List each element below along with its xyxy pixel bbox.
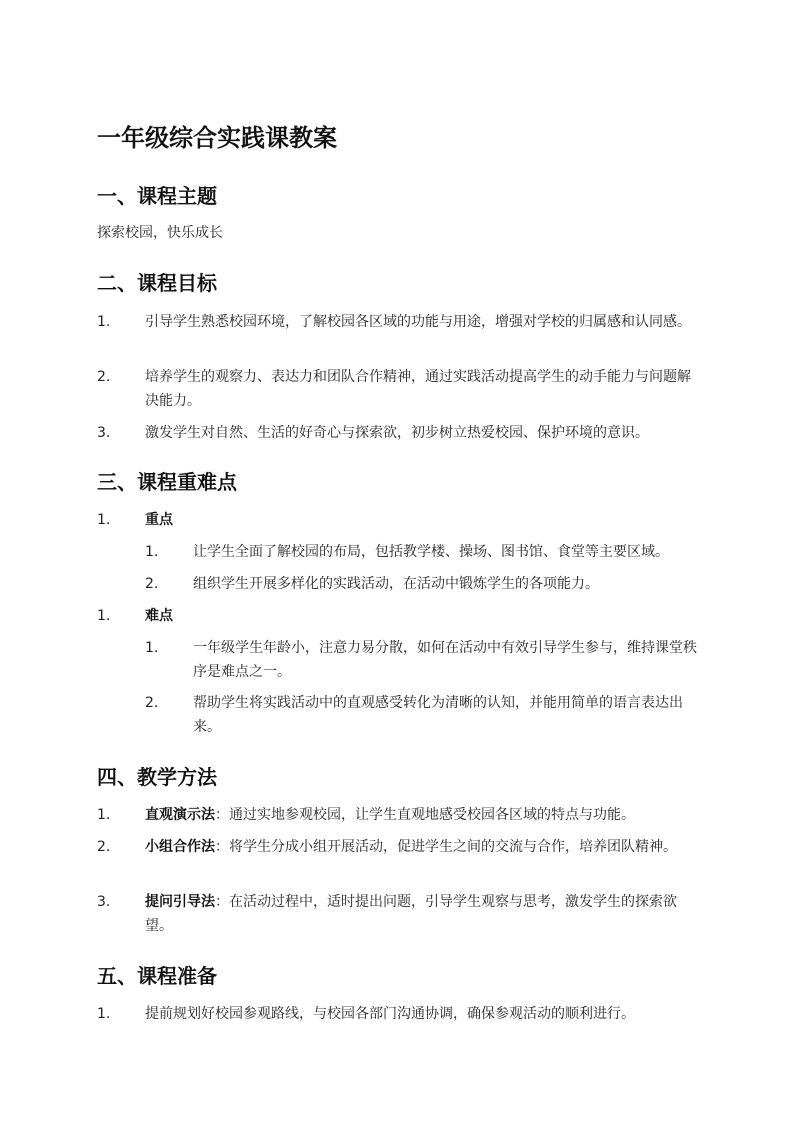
list-text: 组织学生开展多样化的实践活动，在活动中锻炼学生的各项能力。: [193, 576, 599, 592]
list-text: 帮助学生将实践活动中的直观感受转化为清晰的认知，并能用简单的语言表达出来。: [193, 695, 683, 735]
list-number: 1.: [97, 608, 111, 624]
list-text: ：将学生分成小组开展活动，促进学生之间的交流与合作，培养团队精神。: [215, 839, 677, 855]
list-text: 培养学生的观察力、表达力和团队合作精神，通过实践活动提高学生的动手能力与问题解决能力。: [145, 369, 691, 409]
list-number: 2.: [145, 576, 159, 592]
section-heading-key-points: 三、课程重难点: [97, 470, 237, 494]
list-text: 引导学生熟悉校园环境，了解校园各区域的功能与用途，增强对学校的归属感和认同感。: [145, 314, 691, 330]
list-number: 2.: [145, 695, 159, 711]
list-number: 3.: [97, 425, 111, 441]
list-text: 提前规划好校园参观路线，与校园各部门沟通协调，确保参观活动的顺利进行。: [145, 1006, 635, 1022]
list-number: 1.: [97, 807, 111, 823]
list-text: ：在活动过程中，适时提出问题，引导学生观察与思考，激发学生的探索欲望。: [145, 894, 677, 934]
list-label: 难点: [145, 608, 173, 624]
list-text: 一年级学生年龄小，注意力易分散，如何在活动中有效引导学生参与，维持课堂秩序是难点之一。: [193, 640, 697, 680]
method-label: 直观演示法: [145, 807, 215, 823]
section-heading-methods: 四、教学方法: [97, 765, 217, 789]
document-title: 一年级综合实践课教案: [97, 124, 337, 152]
list-number: 1.: [145, 640, 159, 656]
section-heading-preparation: 五、课程准备: [97, 964, 217, 988]
list-number: 1.: [97, 314, 111, 330]
list-text: ：通过实地参观校园，让学生直观地感受校园各区域的特点与功能。: [215, 807, 635, 823]
list-label: 重点: [145, 512, 173, 528]
list-number: 2.: [97, 839, 111, 855]
theme-text: 探索校园，快乐成长: [97, 225, 223, 241]
list-number: 1.: [97, 1006, 111, 1022]
list-number: 2.: [97, 369, 111, 385]
list-text: 让学生全面了解校园的布局，包括教学楼、操场、图书馆、食堂等主要区域。: [193, 544, 669, 560]
method-label: 提问引导法: [145, 894, 215, 910]
list-text: 激发学生对自然、生活的好奇心与探索欲，初步树立热爱校园、保护环境的意识。: [145, 425, 649, 441]
list-number: 1.: [145, 544, 159, 560]
list-number: 3.: [97, 894, 111, 910]
section-heading-theme: 一、课程主题: [97, 184, 217, 208]
method-label: 小组合作法: [145, 839, 215, 855]
list-number: 1.: [97, 512, 111, 528]
section-heading-goals: 二、课程目标: [97, 271, 217, 295]
